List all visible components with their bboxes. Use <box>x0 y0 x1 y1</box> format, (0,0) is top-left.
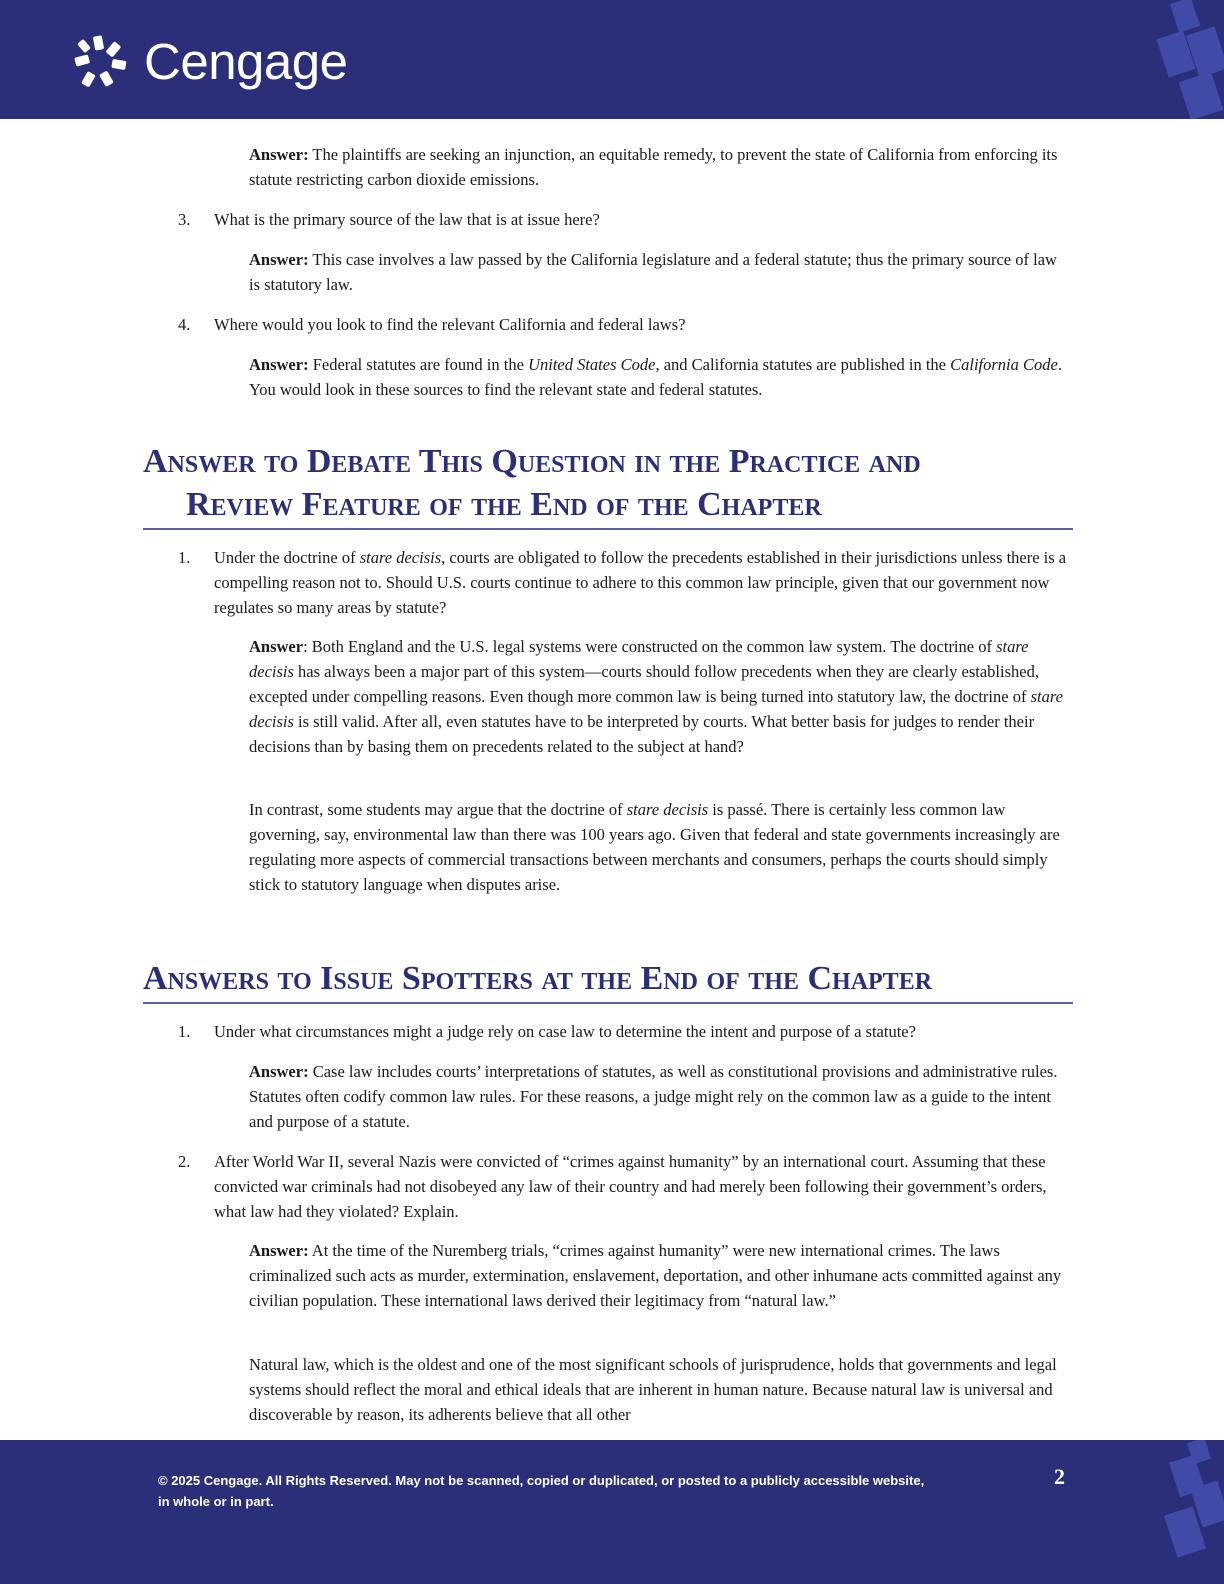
copyright-notice: © 2025 Cengage. All Rights Reserved. May not be scanned, copied or duplicated, or posted to a publicly accessible website, in whole or in part. <box>158 1473 925 1509</box>
section-heading-debate: Answer to Debate This Question in the Practice and Review Feature of the End of the Chapter <box>143 440 1073 530</box>
answer-q4: Answer: Federal statutes are found in the United States Code, and California statutes are published in the California Code. You would look in these sources to find the relevant state and federal statutes. <box>249 355 1062 399</box>
debate-answer: Answer: Both England and the U.S. legal systems were constructed on the common law system. The doctrine of stare decisis has always been a major part of this system—courts should follow precedents when they are clearly established, excepted under compelling reasons. Even though more common law is being turned into statutory law, the doctrine of stare decisis is still valid. After all, even statutes have to be interpreted by courts. What better basis for judges to render their decisions than by basing them on precedents related to the subject at hand? <box>249 637 1063 756</box>
answer-q2: Answer: The plaintiffs are seeking an injunction, an equitable remedy, to prevent the state of California from enforcing its statute restricting carbon dioxide emissions. <box>249 145 1058 189</box>
issue-answer-1: Answer: Case law includes courts’ interpretations of statutes, as well as constitutional provisions and administrative rules. Statutes often codify common law rules. For these reasons, a judge might rely on the common law as a guide to the intent and purpose of a statute. <box>249 1062 1058 1131</box>
footer-corner-decoration-icon <box>1134 1440 1224 1584</box>
issue-question-1: 1. Under what circumstances might a judge rely on case law to determine the intent and purpose of a statute? <box>178 1022 916 1041</box>
question-3: 3. What is the primary source of the law that is at issue here? <box>178 210 600 229</box>
brand-name: Cengage <box>144 33 348 90</box>
section-heading-issue-spotters: Answers to Issue Spotters at the End of the Chapter <box>143 957 1073 1004</box>
page-number: 2 <box>1054 1464 1065 1489</box>
answer-q3: Answer: This case involves a law passed by the California legislature and a federal statute; thus the primary source of law is statutory law. <box>249 250 1057 294</box>
cengage-burst-icon <box>72 34 134 90</box>
corner-decoration-icon <box>1134 0 1224 119</box>
question-4: 4. Where would you look to find the relevant California and federal laws? <box>178 315 686 334</box>
cengage-logo <box>72 34 348 90</box>
natural-law-paragraph: Natural law, which is the oldest and one of the most significant schools of jurisprudence, holds that governments and legal systems should reflect the moral and ethical ideals that are inherent in human nature. Because natural law is universal and discoverable by reason, its adherents believe that all other <box>249 1355 1057 1424</box>
page-header <box>0 0 1224 119</box>
page-footer <box>0 1440 1224 1584</box>
issue-answer-2: Answer: At the time of the Nuremberg trials, “crimes against humanity” were new international crimes. The laws criminalized such acts as murder, extermination, enslavement, deportation, and other inhumane acts committed against any civilian population. These international laws derived their legitimacy from “natural law.” <box>249 1241 1062 1310</box>
debate-contrast: In contrast, some students may argue that the doctrine of stare decisis is passé. There is certainly less common law governing, say, environmental law than there was 100 years ago. Given that federal and state governments increasingly are regulating more aspects of commercial transactions between merchants and consumers, perhaps the courts should simply stick to statutory language when disputes arise. <box>249 800 1060 894</box>
issue-question-2: 2. After World War II, several Nazis were convicted of “crimes against humanity” by an international court. Assuming that these convicted war criminals had not disobeyed any law of their country and had merely been following their government’s orders, what law had they violated? Explain. <box>178 1152 1047 1221</box>
debate-question-1: 1. Under the doctrine of stare decisis, courts are obligated to follow the precedents established in their jurisdictions unless there is a compelling reason not to. Should U.S. courts continue to adhere to this common law principle, given that our government now regulates so many areas by statute? <box>178 548 1067 617</box>
